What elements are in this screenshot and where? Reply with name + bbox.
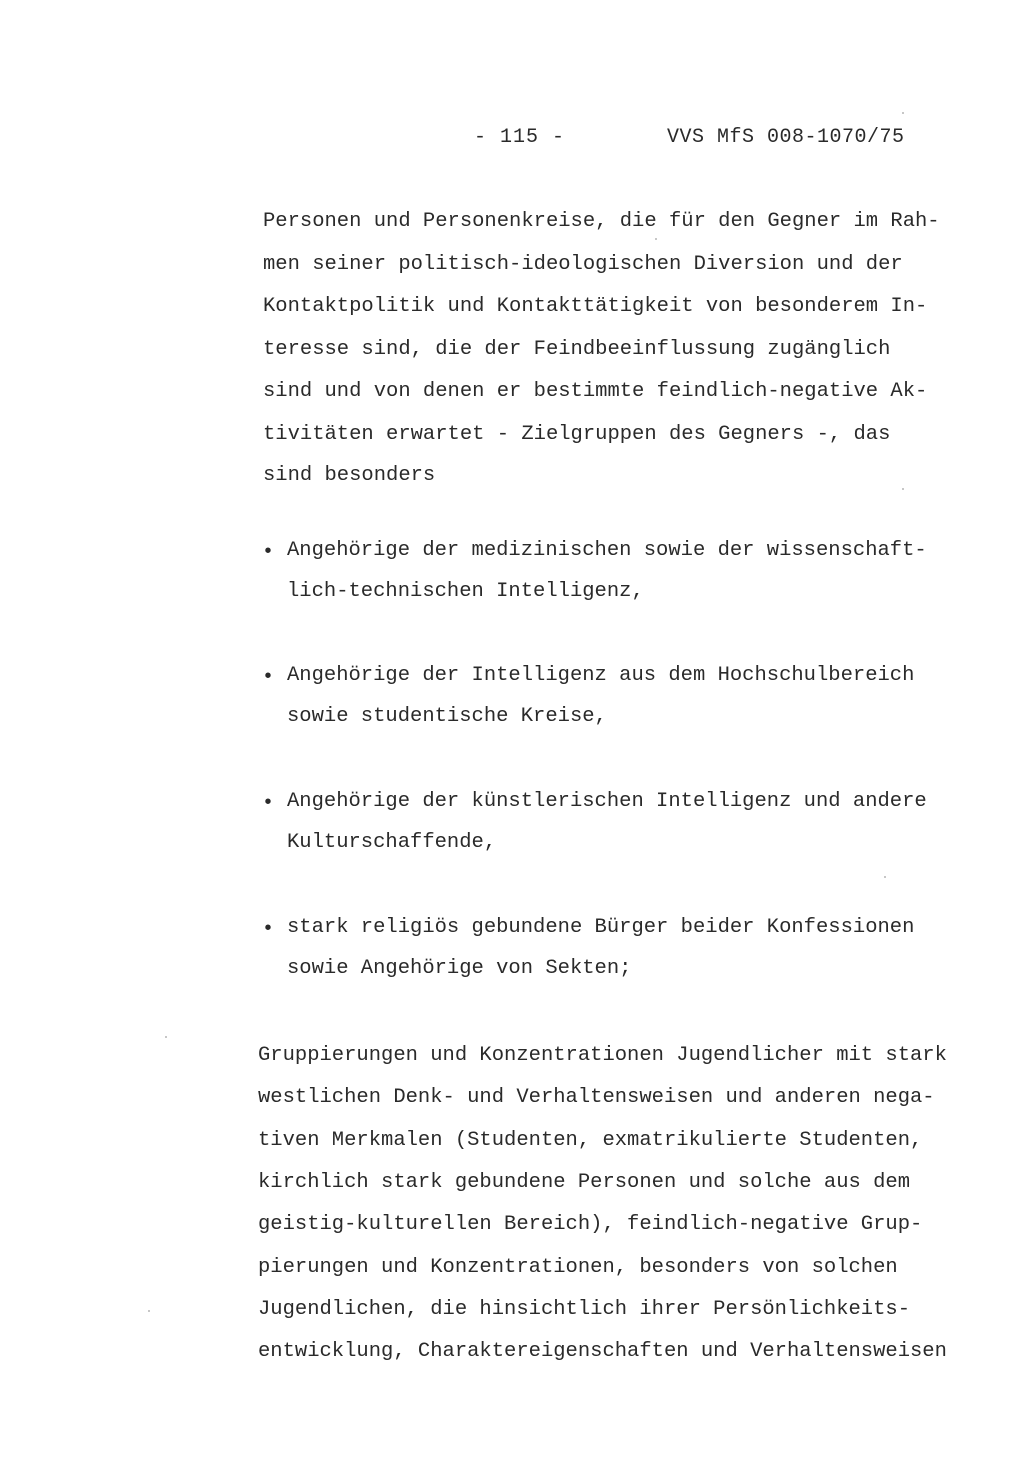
text-line: men seiner politisch-ideologischen Diversion und der xyxy=(263,253,903,276)
list-item-text: sowie Angehörige von Sekten; xyxy=(287,957,632,980)
text-line: teresse sind, die der Feindbeeinflussung zugänglich xyxy=(263,338,891,361)
text-line: Kontaktpolitik und Kontakttätigkeit von besonderem In- xyxy=(263,295,928,318)
bullet-marker: • xyxy=(262,666,275,689)
text-line: pierungen und Konzentrationen, besonders von solchen xyxy=(258,1256,898,1279)
text-line: sind und von denen er bestimmte feindlich-negative Ak- xyxy=(263,380,928,403)
page-header xyxy=(0,126,1024,160)
bullet-marker: • xyxy=(262,541,275,564)
text-line: Gruppierungen und Konzentrationen Jugendlicher mit stark xyxy=(258,1044,947,1067)
list-item-text: Angehörige der medizinischen sowie der wissenschaft- xyxy=(287,539,927,562)
list-item-text: stark religiös gebundene Bürger beider Konfessionen xyxy=(287,916,915,939)
list-item-text: lich-technischen Intelligenz, xyxy=(287,580,644,603)
scan-speck xyxy=(884,876,886,878)
text-line: tivitäten erwartet - Zielgruppen des Gegners -, das xyxy=(263,423,891,446)
text-line: tiven Merkmalen (Studenten, exmatrikulierte Studenten, xyxy=(258,1129,923,1152)
text-line: geistig-kulturellen Bereich), feindlich-negative Grup- xyxy=(258,1213,923,1236)
bullet-marker: • xyxy=(262,918,275,941)
text-line: westlichen Denk- und Verhaltensweisen und anderen nega- xyxy=(258,1086,935,1109)
scan-speck xyxy=(148,1310,150,1312)
text-line: Personen und Personenkreise, die für den Gegner im Rah- xyxy=(263,210,940,233)
text-line: entwicklung, Charaktereigenschaften und Verhaltensweisen xyxy=(258,1340,947,1363)
scan-speck xyxy=(165,1036,167,1038)
list-item-text: Angehörige der künstlerischen Intelligenz und andere xyxy=(287,790,927,813)
scan-speck xyxy=(902,112,904,114)
document-reference: VVS MfS 008-1070/75 xyxy=(667,126,905,149)
list-item-text: Kulturschaffende, xyxy=(287,831,497,854)
scan-speck xyxy=(902,488,904,490)
text-line: sind besonders xyxy=(263,464,436,487)
text-line: Jugendlichen, die hinsichtlich ihrer Persönlichkeits- xyxy=(258,1298,911,1321)
text-line: kirchlich stark gebundene Personen und solche aus dem xyxy=(258,1171,911,1194)
bullet-marker: • xyxy=(262,792,275,815)
scan-speck xyxy=(655,238,657,240)
list-item-text: Angehörige der Intelligenz aus dem Hochschulbereich xyxy=(287,664,915,687)
page-number: - 115 - xyxy=(474,126,566,149)
list-item-text: sowie studentische Kreise, xyxy=(287,705,607,728)
